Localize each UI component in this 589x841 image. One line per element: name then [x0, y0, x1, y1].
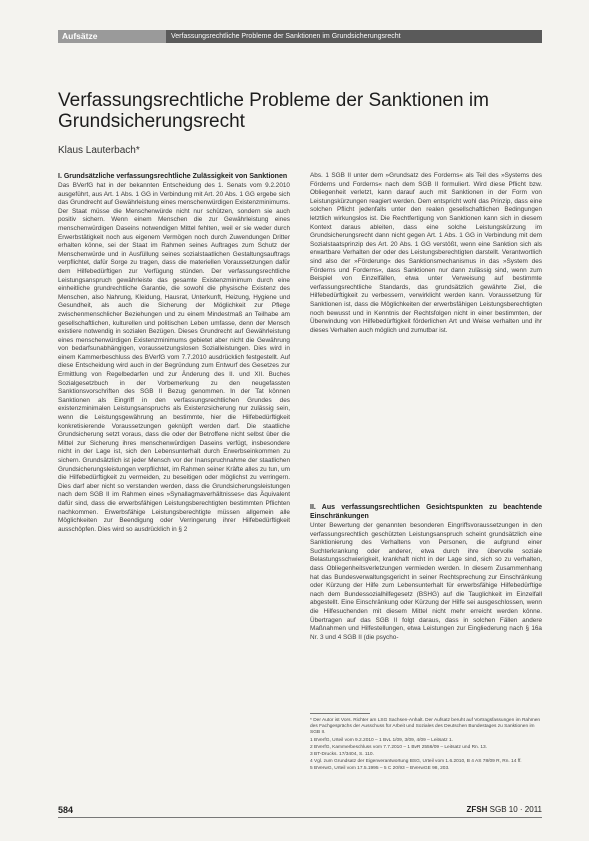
left-column-text: Das BVerfG hat in der bekannten Entscheidung des 1. Senats vom 9.2.2010 ausgeführt, aus Art. 1 Abs. 1 GG in Verbindung mit Art. 20 Abs. 1 GG ergebe sich das Grundrecht auf Gewährleistung eines menschenwürdigen Existenzminimums. Der Staat müsse die Menschenwürde nicht nur schützen, sondern sie auch positiv sichern. Wenn einem Menschen die zur Gewährleistung eines menschenwürdigen Daseins notwendigen Mittel fehlten, weil er sie weder durch Erwerbstätigkeit noch aus eigenem Vermögen noch durch Zuwendungen Dritter erhalten könne, sei der Staat im Rahmen seines Auftrages zum Schutz der Menschenwürde und in Ausfüllung seines sozialstaatlichen Gestaltungsauftrags verpflichtet, dafür Sorge zu tragen, dass die materiellen Voraussetzungen dafür dem Hilfebedürftigen zur Verfügung stünden. Der verfassungsrechtliche Leistungsanspruch gewährleiste das gesamte Existenzminimum durch eine einheitliche grundrechtliche Garantie, die sowohl die physische Existenz des Menschen, also Nahrung, Kleidung, Hausrat, Unterkunft, Heizung, Hygiene und Gesundheit, als auch die Sicherung der Möglichkeit zur Pflege zwischenmenschlicher Beziehungen und zu einem Mindestmaß an Teilhabe am gesellschaftlichen, kulturellen und politischen Leben umfasse, denn der Mensch existiere notwendig in sozialen Bezügen. Dieses Grundrecht auf Gewährleistung eines menschenwürdigen Existenzminimums gebietet aber nicht die Gewährung von bedarfsunabhängigen, voraussetzungslosen Sozialleistungen. Dies wird in einem Kammerbeschluss des BVerfG vom 7.7.2010 ausdrücklich festgestellt. Auf diese Entscheidung wird auch in der Begründung zum Entwurf des Gesetzes zur Ermittlung von Regelbedarfen und zur Änderung des II. und XII. Buches Sozialgesetzbuch in der Vorbemerkung zu den neugefassten Sanktionsvorschriften des SGB II Bezug genommen. In der Tat können Sanktionen als Eingriff in den verfassungsrechtlichen Grundes des existenzminimalen Leistungsanspruchs als Existenzsicherung nur zulässig sein, wenn die Leistungsgewährung an bestimmte, hier die Hilfebedürftigkeit konkretisierende Voraussetzungen geknüpft werden darf. Die staatliche Grundsicherung setzt voraus, dass die oder der Betroffene nicht selbst über die Mittel zur Sicherung ihres menschenwürdigen Daseins verfügt, insbesondere nicht in der Lage ist, sich den Lebensunterhalt durch Erwerbseinkommen zu sichern. Grundsätzlich ist jeder Mensch vor der Inanspruchnahme der staatlichen Grundsicherungsleistungen verpflichtet, im Rahmen seiner Kräfte alles zu tun, um die Hilfebedürftigkeit zu vermeiden, zu beseitigen oder möglichst zu verringern. Dies darf aber nicht so verstanden werden, dass die Grundsicherungsleistungen nach dem SGB II im Rahmen eines »Synallagmaverhältnisses« das Äquivalent dafür sind, dass die erwerbsfähigen Leistungsberechtigten bestimmten Pflichten nachkommen. Erwerbsfähige Leistungsberechtigte müssen allgemein alle Möglichkeiten zur Beendigung oder Verringerung ihrer Hilfebedürftigkeit ausschöpfen. Dies wird so ausdrücklich in § 2: [58, 182, 290, 533]
section-heading-1: I. Grundsätzliche verfassungsrechtliche Zulässigkeit von Sanktionen: [58, 173, 288, 180]
article-title: Verfassungsrechtliche Probleme der Sanktionen im Grundsicherungsrecht: [58, 90, 489, 132]
page-number: 584: [58, 805, 74, 815]
footnote: 1 BVerfG, Urteil vom 9.2.2010 – 1 BvL 1/09, 3/09, 4/09 – Leitsatz 1.: [310, 737, 454, 743]
section-tag: Aufsätze: [58, 30, 166, 43]
footnote: 4 Vgl. zum Grundsatz der Eigenverantwortung BSG, Urteil vom 1.6.2010, B 4 AS 78/09 R, Rn. 14 ff.: [310, 759, 522, 765]
footnote: 3 BT-Drucks. 17/3404, S. 110.: [310, 752, 374, 758]
footnote: 2 BVerfG, Kammerbeschluss vom 7.7.2010 – 1 BvR 2556/09 – Leitsatz und Rn. 13.: [310, 744, 488, 750]
journal-name: ZFSH: [466, 805, 488, 814]
section-2-text: Unter Bewertung der genannten besonderen Eingriffsvoraussetzungen in den verfassungsrechtlich geschützten Leistungsanspruch scheint grundsätzlich eine Sanktionierung des Verhaltens von Personen, die aufgrund einer Suchterkrankung oder anderer, etwa durch ihre übervolle soziale Belastungsschwierigkeit, krankhaft nicht in der Lage sind, sich so zu verhalten, dass Obliegenheitsverletzungen vermieden werden. In diesem Zusammenhang hat das Bundesverwaltungsgericht in seiner Rechtsprechung zur Einschränkung oder Kürzung der Hilfe zum Lebensunterhalt für erwerbsfähige Hilfebedürftige nach dem Bundessozialhilfegesetz (BSHG) auf die Tauglichkeit im Einzelfall abgestellt. Eine Einschränkung oder Kürzung der Hilfe sei ausgeschlossen, wenn die Hilfesuchenden mit diesem Mittel nicht mehr erreicht werden könne. Übertragen auf das SGB II folgt daraus, dass in solchen Fällen andere Maßnahmen und Hilfestellungen, etwa Leistungen zur Eingliederung nach § 16a Nr. 3 und 4 SGB II (die psycho-: [310, 522, 542, 641]
right-column: [310, 172, 542, 514]
right-column-text: Abs. 1 SGB II unter dem »Grundsatz des Forderns« als Teil des »Systems des Förderns und Forderns« nach dem SGB II formuliert. Wird diese Pflicht bzw. Obliegenheit verletzt, kann darauf auch mit Sanktionen in der Form von Leistungskürzungen reagiert werden. Dem entspricht wohl das Prinzip, dass eine solchen Pflicht jedenfalls unter den realen gesellschaftlichen Bedingungen letztlich wirkungslos ist. Die Rechtfertigung von Sanktionen kann sich in diesem Kontext daraus ableiten, dass eine solche Leistungskürzung im Grundsicherungsrecht dann nicht gegen Art. 1 Abs. 1 GG in Verbindung mit dem Sozialstaatsprinzip des Art. 20 Abs. 1 GG verstößt, wenn eine Sanktion sich als erwartbare Verhalten der oder des Leistungsberechtigten darstellt. Verantwortlich sind also der »Förderung« des Sanktionsmechanismus in das »System des Förderns und Forderns«, dass Sanktionen nur dann zulässig sind, wenn zum Beispiel von Einzelfällen, etwa unter Verweisung auf bestimmte verfassungsrechtliche Standards, das grundsätzlich gewährte Ziel, die Hilfebedürftigkeit zu verbessern, verwirklicht werden kann. Voraussetzung für Sanktionen ist, dass die Möglichkeiten der erwerbsfähigen Leistungsberechtigten noch bewusst und in Kenntnis der Rechtsfolgen nicht in einer bestimmten, der Überwindung von Hilfebedürftigkeit förderlichen Art und Weise verhalten und ihr dieses Verhalten auch möglich und zumutbar ist.: [310, 172, 542, 334]
journal-footer: [467, 805, 542, 814]
author-line: Klaus Lauterbach*: [58, 145, 140, 156]
footnote: * Der Autor ist Vors. Richter am LSG Sachsen-Anhalt. Der Aufsatz beruht auf Vortragsfassungen im Rahmen des Fachgesprächs der Ausschuss für Arbeit und Soziales des Deutschen Bundestages zu Sanktionen im SGB II.: [310, 718, 541, 736]
footnote-divider: [310, 713, 370, 714]
journal-issue: SGB 10 · 2011: [489, 805, 542, 814]
footer-divider: [58, 817, 542, 818]
footnotes: [310, 718, 542, 774]
footnote: 5 BVerwG, Urteil vom 17.5.1995 – 5 C 20/93 – BVerwGE 98, 203.: [310, 766, 450, 772]
running-header: [58, 30, 542, 43]
section-heading-2: II. Aus verfassungsrechtlichen Gesichtspunkten zu beachtende Einschränkungen: [310, 504, 542, 520]
running-title: Verfassungsrechtliche Probleme der Sanktionen im Grundsicherungsrecht: [166, 30, 542, 43]
left-column: [58, 172, 290, 812]
